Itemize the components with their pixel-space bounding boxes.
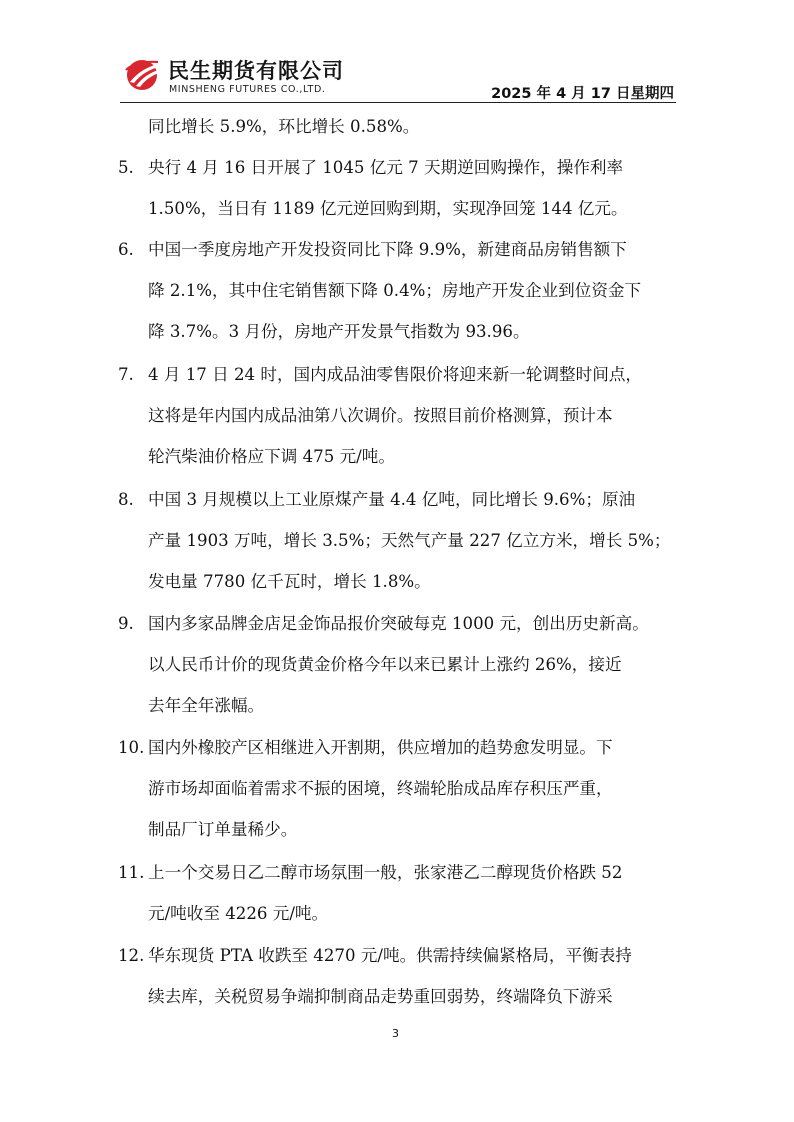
list-item-line: 降 3.7%。3 月份，房地产开发景气指数为 93.96。 xyxy=(148,322,530,341)
list-item-number: 12. xyxy=(118,946,145,965)
list-item-line: 产量 1903 万吨，增长 3.5%；天然气产量 227 亿立方米，增长 5%； xyxy=(148,531,671,550)
list-item-line: 中国 3 月规模以上工业原煤产量 4.4 亿吨，同比增长 9.6%；原油 xyxy=(148,490,636,509)
list-item-line: 华东现货 PTA 收跌至 4270 元/吨。供需持续偏紧格局，平衡表持 xyxy=(148,946,632,965)
list-item-number: 8. xyxy=(118,490,134,509)
continuation-line: 同比增长 5.9%，环比增长 0.58%。 xyxy=(148,117,420,136)
list-item-number: 10. xyxy=(118,738,145,757)
page-header xyxy=(120,54,676,104)
page-number: 3 xyxy=(392,1027,399,1040)
list-item-line: 发电量 7780 亿千瓦时，增长 1.8%。 xyxy=(148,572,431,591)
list-item-line: 轮汽柴油价格应下调 475 元/吨。 xyxy=(148,447,395,466)
header-divider xyxy=(120,102,676,103)
list-item-number: 7. xyxy=(118,365,134,384)
list-item-number: 5. xyxy=(118,158,134,177)
minsheng-logo-icon xyxy=(122,56,164,92)
list-item-line: 制品厂订单量稀少。 xyxy=(148,820,298,839)
company-logo xyxy=(122,54,372,98)
list-item-line: 中国一季度房地产开发投资同比下降 9.9%，新建商品房销售额下 xyxy=(148,240,627,259)
list-item-line: 国内多家品牌金店足金饰品报价突破每克 1000 元，创出历史新高。 xyxy=(148,614,649,633)
list-item-number: 11. xyxy=(118,863,145,882)
list-item-line: 去年全年涨幅。 xyxy=(148,696,265,715)
list-item-line: 元/吨收至 4226 元/吨。 xyxy=(148,904,329,923)
list-item-number: 6. xyxy=(118,240,134,259)
list-item-line: 上一个交易日乙二醇市场氛围一般，张家港乙二醇现货价格跌 52 xyxy=(148,863,623,882)
list-item-line: 以人民币计价的现货黄金价格今年以来已累计上涨约 26%，接近 xyxy=(148,655,622,674)
list-item-line: 这将是年内国内成品油第八次调价。按照目前价格测算，预计本 xyxy=(148,406,613,425)
company-name-cn: 民生期货有限公司 xyxy=(168,59,344,83)
company-name-en: MINSHENG FUTURES CO.,LTD. xyxy=(169,84,326,95)
list-item-line: 游市场却面临着需求不振的困境，终端轮胎成品库存积压严重， xyxy=(148,779,613,798)
list-item-line: 国内外橡胶产区相继进入开割期，供应增加的趋势愈发明显。下 xyxy=(148,738,613,757)
header-date: 2025 年 4 月 17 日星期四 xyxy=(491,86,674,102)
list-item-line: 4 月 17 日 24 时，国内成品油零售限价将迎来新一轮调整时间点， xyxy=(148,365,643,384)
list-item-line: 续去库，关税贸易争端抑制商品走势重回弱势，终端降负下游采 xyxy=(148,987,613,1006)
list-item-line: 降 2.1%，其中住宅销售额下降 0.4%；房地产开发企业到位资金下 xyxy=(148,281,642,300)
list-item-line: 央行 4 月 16 日开展了 1045 亿元 7 天期逆回购操作，操作利率 xyxy=(148,158,624,177)
list-item-line: 1.50%，当日有 1189 亿元逆回购到期，实现净回笼 144 亿元。 xyxy=(148,199,628,218)
list-item-number: 9. xyxy=(118,614,134,633)
